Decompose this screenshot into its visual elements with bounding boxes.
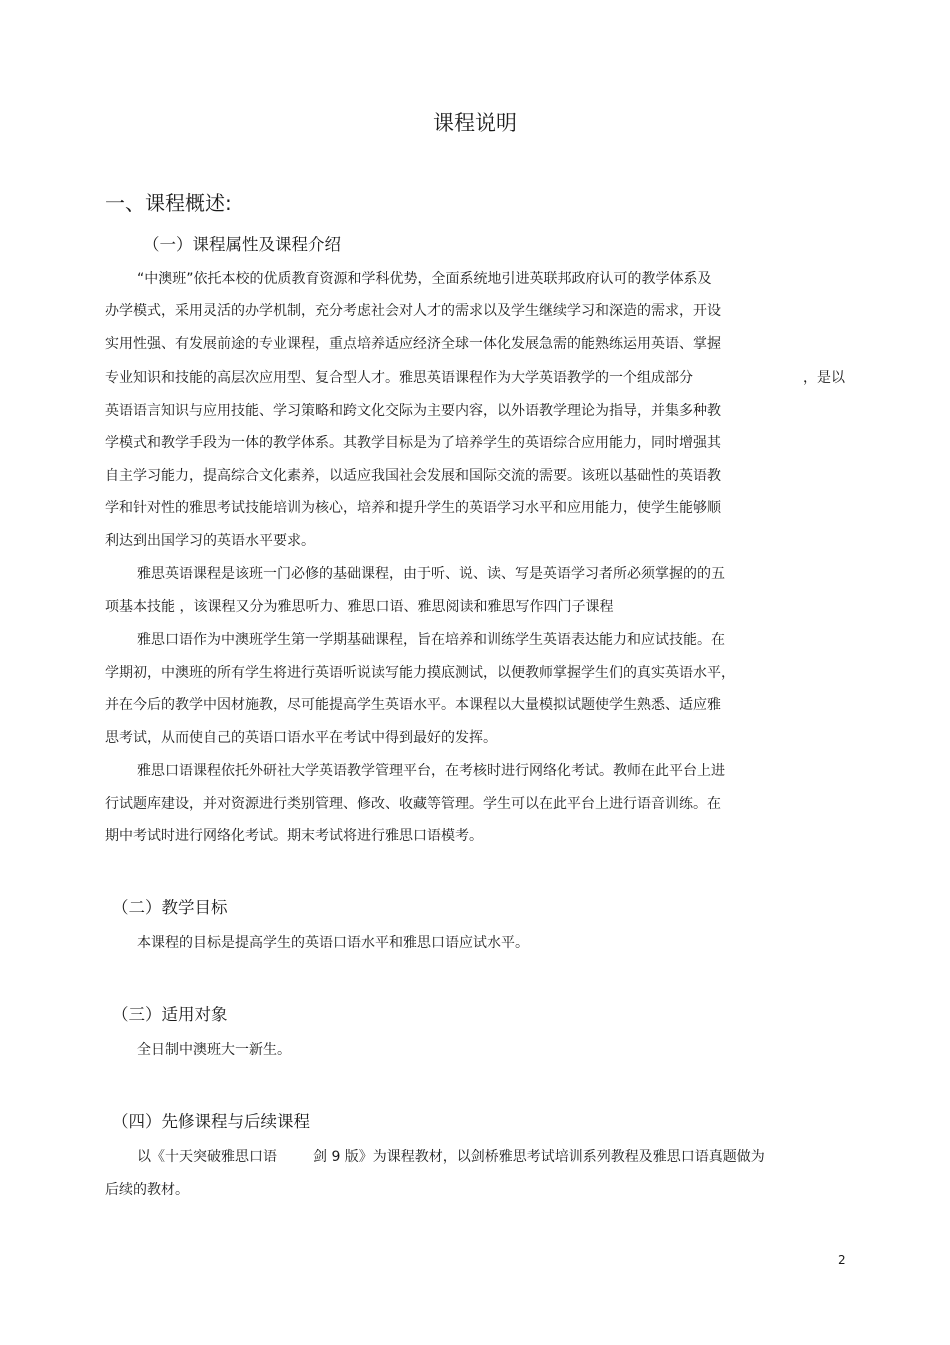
page-number: 2 [838,1253,846,1267]
paragraph-line: 期中考试时进行网络化考试。期末考试将进行雅思口语模考。 [105,828,483,844]
paragraph-line: “中澳班”依托本校的优质教育资源和学科优势，全面系统地引进英联邦政府认可的教学体系及 [137,271,712,287]
paragraph-line: 雅思口语作为中澳班学生第一学期基础课程，旨在培养和训练学生英语表达能力和应试技能。在 [137,632,725,648]
subsection-heading-teaching-goals: （二）教学目标 [112,898,228,917]
paragraph-line: 雅思口语课程依托外研社大学英语教学管理平台，在考核时进行网络化考试。教师在此平台上进 [137,763,725,779]
paragraph-line: 以《十天突破雅思口语 [137,1149,277,1165]
paragraph-line: 项基本技能 ，该课程又分为雅思听力、雅思口语、雅思阅读和雅思写作四门子课程 [105,599,614,615]
paragraph-line-fragment: 剑 9 版》为课程教材，以剑桥雅思考试培训系列教程及雅思口语真题做为 [313,1149,765,1165]
paragraph-line: 自主学习能力，提高综合文化素养，以适应我国社会发展和国际交流的需要。该班以基础性的英语教 [105,468,721,484]
paragraph-line-fragment: ，是以 [803,370,845,386]
paragraph-line: 并在今后的教学中因材施教，尽可能提高学生英语水平。本课程以大量模拟试题使学生熟悉、适应雅 [105,697,721,713]
paragraph-line: 利达到出国学习的英语水平要求。 [105,533,315,549]
paragraph-line: 学模式和教学手段为一体的教学体系。其教学目标是为了培养学生的英语综合应用能力，同时增强其 [105,435,721,451]
paragraph-line: 雅思英语课程是该班一门必修的基础课程，由于听、说、读、写是英语学习者所必须掌握的的五 [137,566,725,582]
paragraph-line: 后续的教材。 [105,1182,189,1198]
subsection-heading-prerequisite-courses: （四）先修课程与后续课程 [112,1112,310,1131]
paragraph-line: 本课程的目标是提高学生的英语口语水平和雅思口语应试水平。 [137,935,529,951]
paragraph-line: 实用性强、有发展前途的专业课程，重点培养适应经济全球一体化发展急需的能熟练运用英语、掌握 [105,336,721,352]
section-heading-overview: 一、课程概述: [105,191,232,215]
paragraph-line: 学期初，中澳班的所有学生将进行英语听说读写能力摸底测试，以便教师掌握学生们的真实英语水平， [105,665,735,681]
paragraph-line: 思考试，从而使自己的英语口语水平在考试中得到最好的发挥。 [105,730,497,746]
subsection-heading-course-attributes: （一）课程属性及课程介绍 [143,235,341,254]
paragraph-line: 全日制中澳班大一新生。 [137,1042,291,1058]
page-title: 课程说明 [433,111,517,135]
subsection-heading-target-audience: （三）适用对象 [112,1005,228,1024]
paragraph-line: 行试题库建设，并对资源进行类别管理、修改、收藏等管理。学生可以在此平台上进行语音训练。在 [105,796,721,812]
paragraph-line: 专业知识和技能的高层次应用型、复合型人才。雅思英语课程作为大学英语教学的一个组成部分 [105,370,693,386]
paragraph-line: 英语语言知识与应用技能、学习策略和跨文化交际为主要内容，以外语教学理论为指导，并集多种教 [105,403,721,419]
paragraph-line: 办学模式，采用灵活的办学机制，充分考虑社会对人才的需求以及学生继续学习和深造的需求，开设 [105,303,721,319]
paragraph-line: 学和针对性的雅思考试技能培训为核心，培养和提升学生的英语学习水平和应用能力，使学生能够顺 [105,500,721,516]
